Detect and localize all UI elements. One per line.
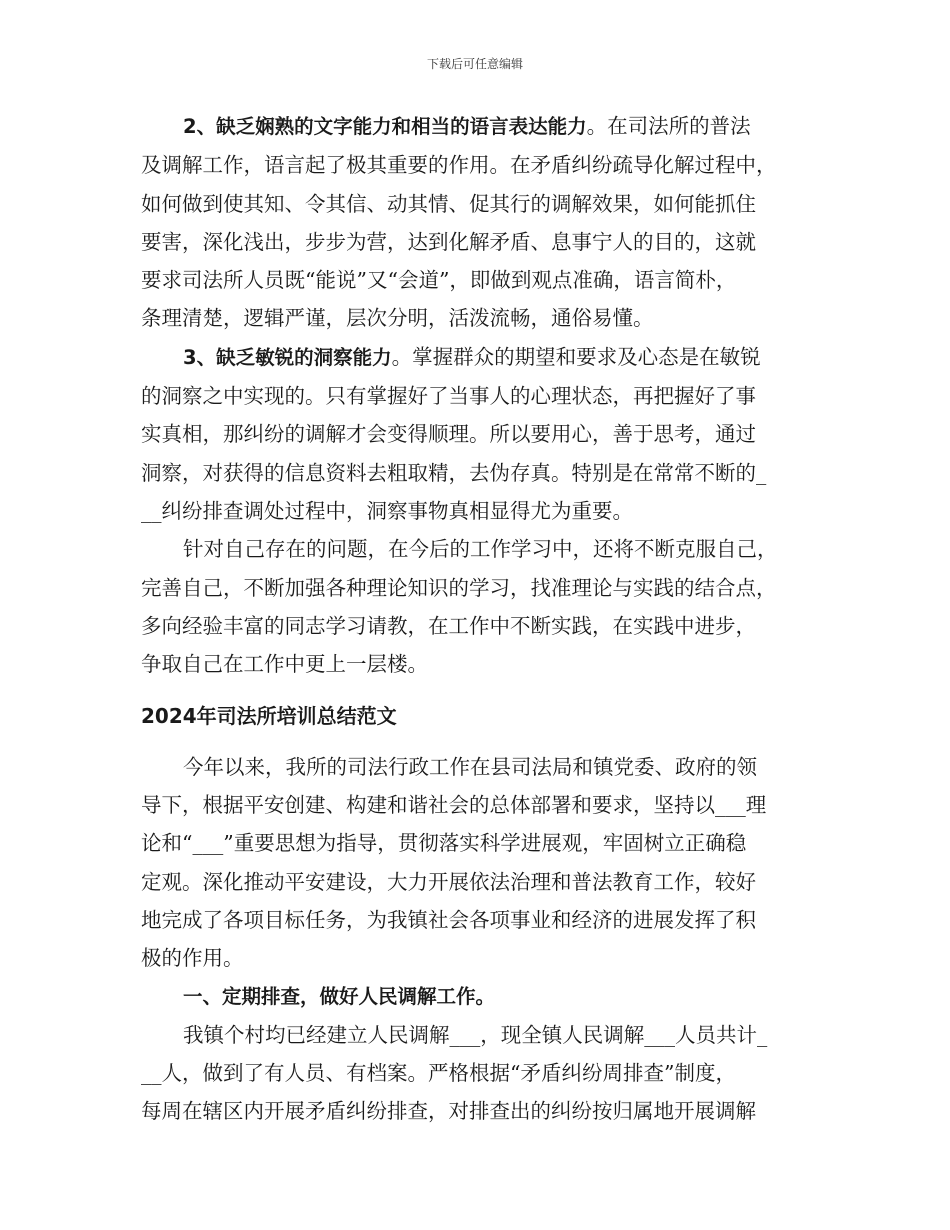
closing-paragraph: 针对自己存在的问题，在今后的工作学习中，还将不断克服自己， 完善自己，不断加强各种理论知识的学习，找准理论与实践的结合点， 多向经验丰富的同志学习请教，在工作中不断实践，在实践中进步， 争取自己在工作中更上一层楼。 — [141, 537, 778, 677]
section-2-paragraph: 2、缺乏娴熟的文字能力和相当的语言表达能力。在司法所的普法 及调解工作，语言起了极其重要的作用。在矛盾纠纷疏导化解过程中， 如何做到使其知、令其信、动其情、促其行的调解效果，如何能抓住 要害，深化浅出，步步为营，达到化解矛盾、息事宁人的目的，这就 要求司法所人员既“能说”又“会道”，即做到观点准确，语言简朴， 条理清楚，逻辑严谨，层次分明，活泼流畅，通俗易懂。 — [141, 114, 777, 331]
section-2-heading: 2、缺乏娴熟的文字能力和相当的语言表达能力 — [183, 115, 587, 138]
section-one-heading: 一、定期排查，做好人民调解工作。 — [183, 984, 496, 1008]
article-title: 2024年司法所培训总结范文 — [141, 704, 397, 729]
page-header-note: 下载后可任意编辑 — [426, 57, 523, 71]
section-one-paragraph: 我镇个村均已经建立人民调解___，现全镇人民调解___人员共计_ __人，做到了有人员、有档案。严格根据“矛盾纠纷周排查”制度， 每周在辖区内开展矛盾纠纷排查，对排查出的纠纷按归属地开展调解 — [141, 1022, 768, 1124]
document-body — [141, 107, 821, 1131]
section-3-heading: 3、缺乏敏锐的洞察能力 — [183, 345, 392, 369]
intro-paragraph: 今年以来，我所的司法行政工作在县司法局和镇党委、政府的领 导下，根据平安创建、构建和谐社会的总体部署和要求，坚持以___理 论和“___”重要思想为指导，贯彻落实科学进展观，牢固树立正确稳 定观。深化推动平安建设，大力开展依法治理和普法教育工作，较好 地完成了各项目标任务，为我镇社会各项事业和经济的进展发挥了积 极的作用。 — [141, 754, 767, 971]
section-3-paragraph: 3、缺乏敏锐的洞察能力。掌握群众的期望和要求及心态是在敏锐 的洞察之中实现的。只有掌握好了当事人的心理状态，再把握好了事 实真相，那纠纷的调解才会变得顺理。所以要用心，善于思考，通过 洞察，对获得的信息资料去粗取精，去伪存真。特别是在常常不断的_ __纠纷排查调处过程中，洞察事物真相显得尤为重要。 — [141, 344, 767, 523]
